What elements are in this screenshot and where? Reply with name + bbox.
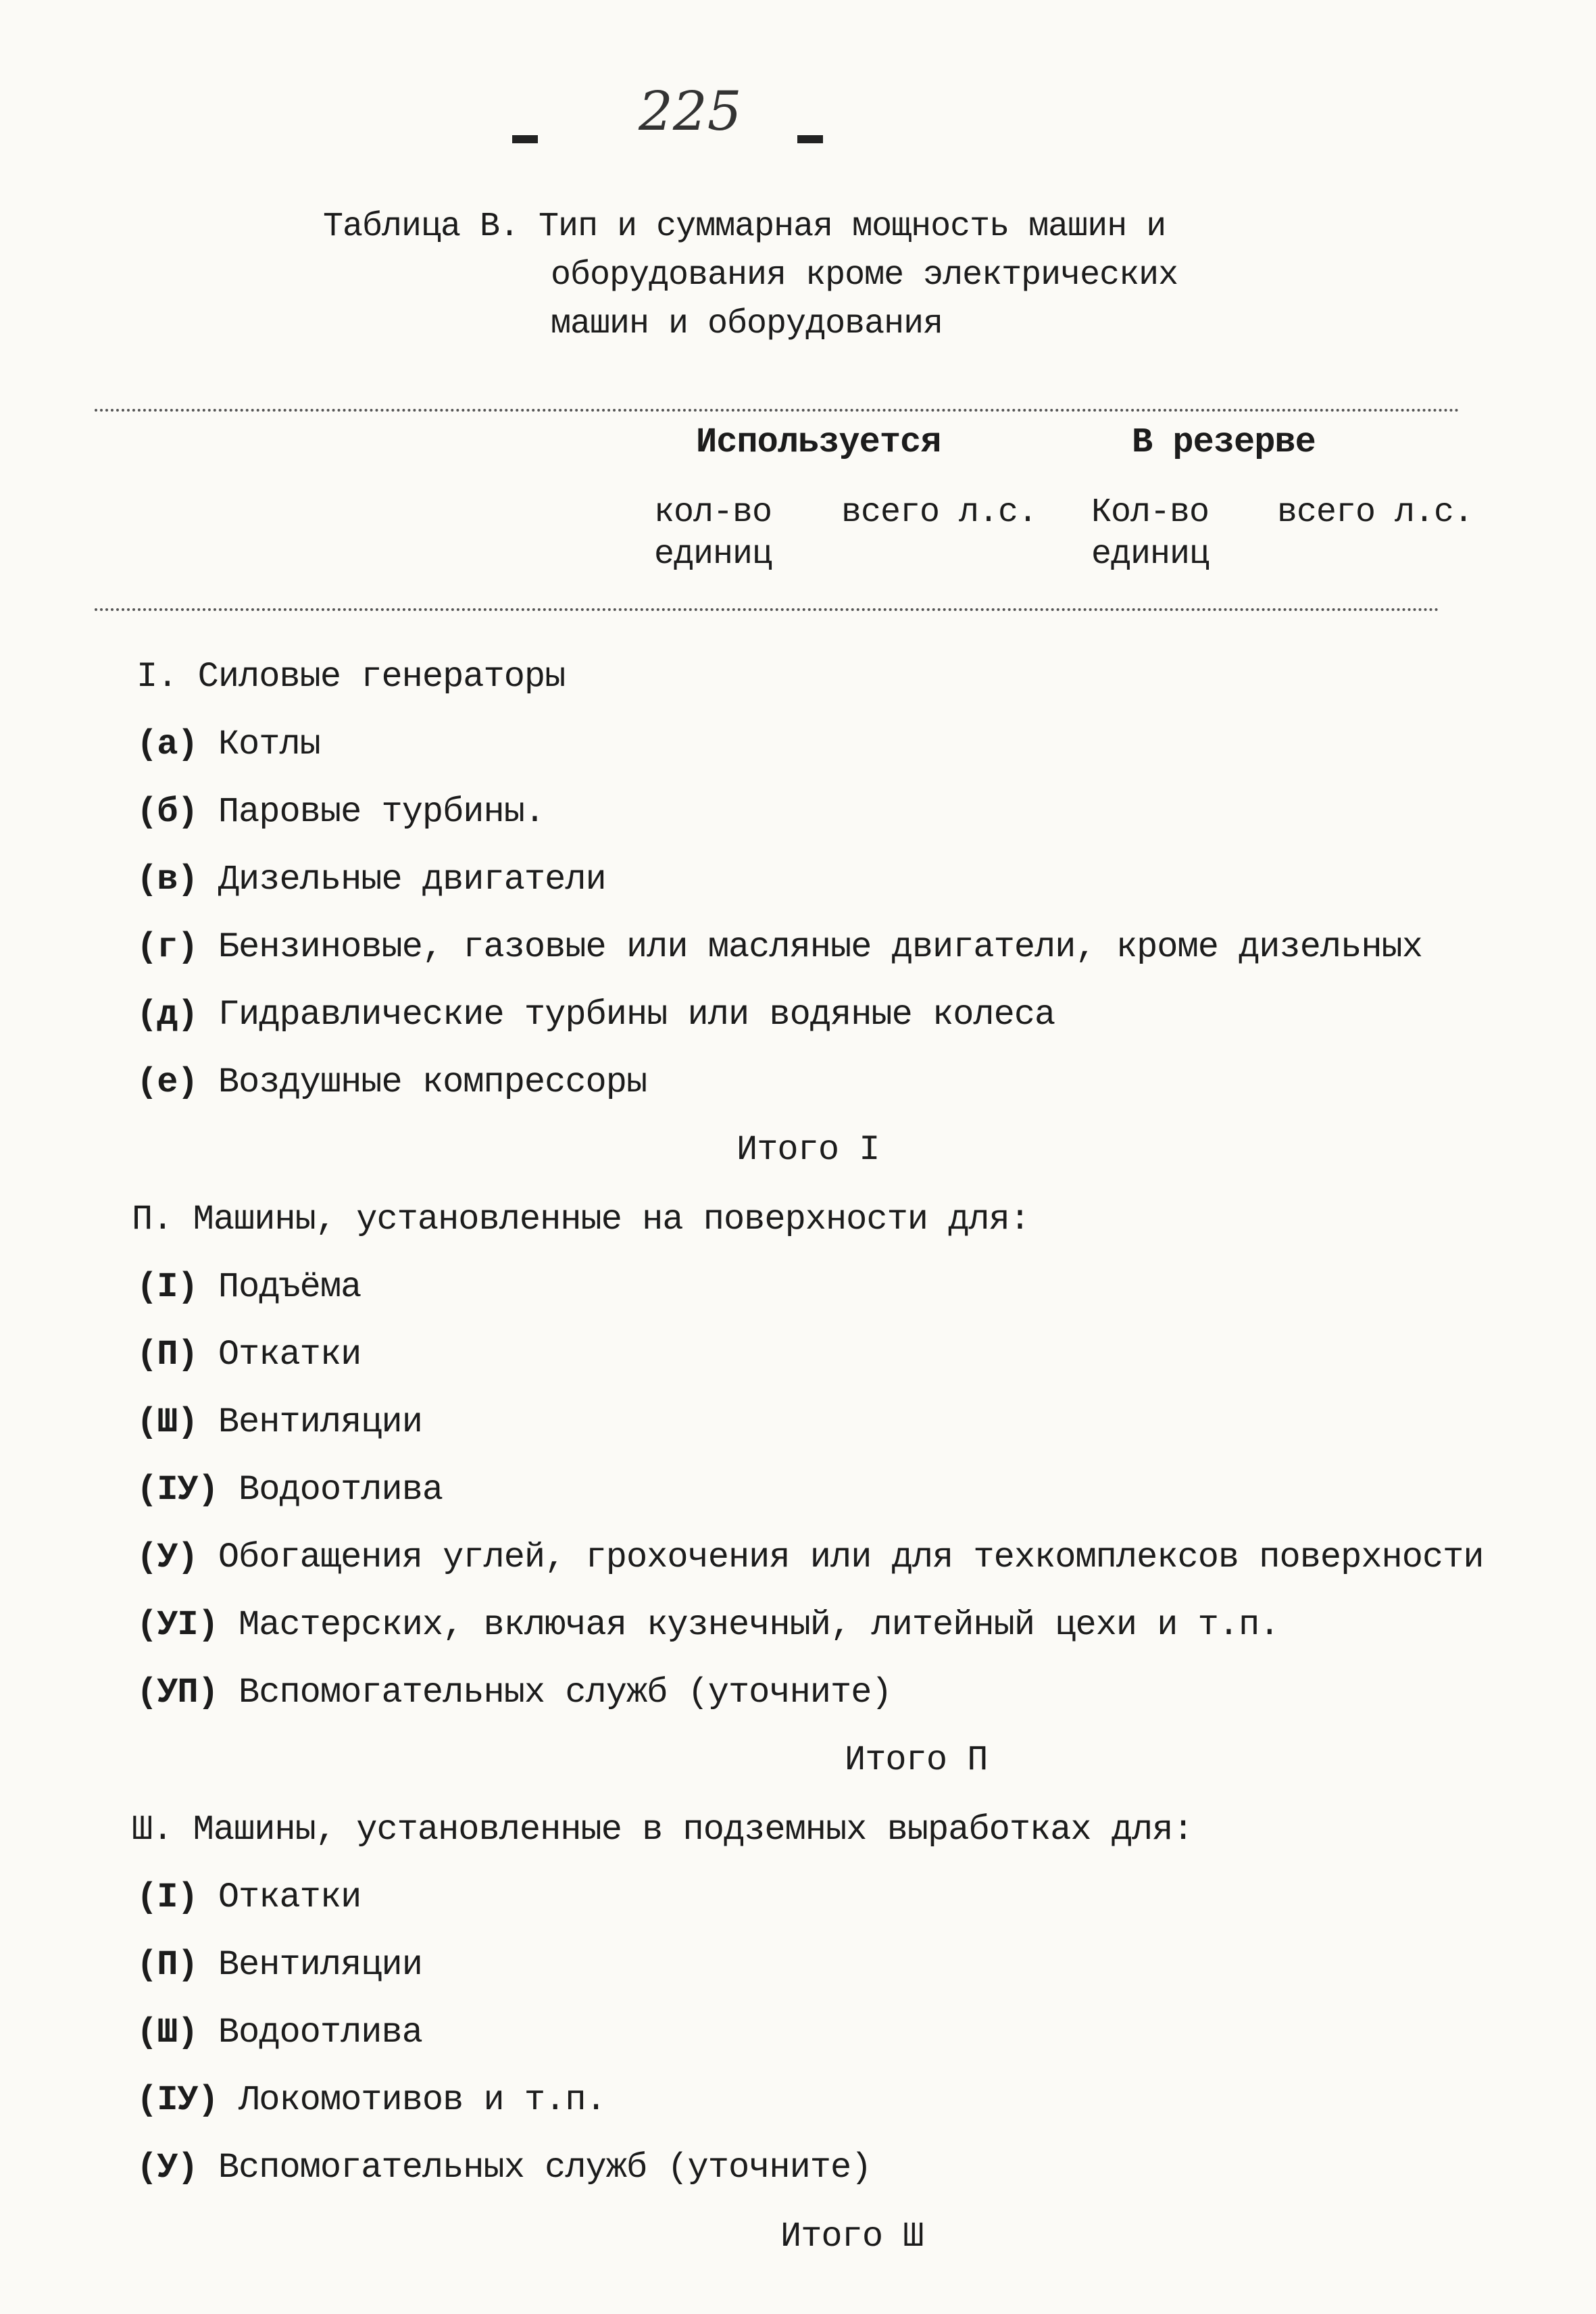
column-used-count-line-2: единиц [654,535,772,574]
header-rule-top [95,409,1460,412]
item-marker: (IУ) [136,2080,218,2120]
page-number: 225 [639,80,742,143]
column-group-used: Используется [696,422,941,462]
column-group-reserve: В резерве [1132,422,1316,462]
item-marker: (г) [136,927,198,967]
item-text: Дизельные двигатели [218,860,606,900]
item-marker: (в) [136,860,198,900]
page-number-dash-left [512,135,538,143]
item-text: Паровые турбины. [218,792,545,832]
item-marker: (У) [136,2148,198,2188]
item-marker: (д) [136,995,198,1035]
item-marker: (У) [136,1537,198,1577]
item-marker: (УI) [136,1605,218,1645]
section-1-heading: I. Силовые генераторы [136,657,566,697]
section-2-item-7 [136,1673,892,1713]
section-1-item-d [136,927,1422,967]
section-3-heading: Ш. Машины, установленные в подземных выработках для: [132,1810,1193,1850]
table-title-line-3: машин и оборудования [551,305,943,343]
item-text: Водоотлива [218,2013,422,2052]
item-text: Воздушные компрессоры [218,1062,647,1102]
item-marker: (Ш) [136,2013,198,2052]
item-text: Вспомогательных служб (уточните) [239,1673,892,1713]
section-1-item-f [136,1062,647,1102]
section-1-item-e [136,995,1055,1035]
section-3-item-3 [136,2013,422,2052]
item-marker: (б) [136,792,198,832]
item-text: Котлы [218,724,320,764]
table-title-line-1: Таблица В. Тип и суммарная мощность машин и [323,207,1166,246]
header-rule-bottom [95,608,1439,611]
item-text: Откатки [218,1877,361,1917]
column-reserve-count [1091,492,1209,576]
item-marker: (е) [136,1062,198,1102]
item-marker: (а) [136,724,198,764]
item-marker: (IУ) [136,1470,218,1510]
section-2-item-1 [136,1267,361,1307]
item-text: Бензиновые, газовые или масляные двигатели, кроме дизельных [218,927,1422,967]
page-number-dash-right [797,135,823,143]
column-reserve-count-line-1: Кол-во [1091,493,1210,532]
column-used-count-line-1: кол-во [654,493,772,532]
section-1-total: Итого I [737,1130,880,1170]
section-3-total: Итого Ш [780,2217,924,2257]
item-text: Откатки [218,1335,361,1375]
item-marker: (П) [136,1945,198,1985]
section-2-item-3 [136,1402,422,1442]
item-marker: (УП) [136,1673,218,1713]
item-text: Водоотлива [239,1470,443,1510]
item-text: Вентиляции [218,1402,422,1442]
section-2-item-4 [136,1470,443,1510]
section-3-item-5 [136,2148,871,2188]
section-2-item-6 [136,1605,1280,1645]
item-marker: (I) [136,1877,198,1917]
section-3-item-2 [136,1945,422,1985]
item-marker: (I) [136,1267,198,1307]
section-2-item-2 [136,1335,361,1375]
item-text: Вспомогательных служб (уточните) [218,2148,872,2188]
section-1-item-b [136,792,545,832]
item-text: Подъёма [218,1267,361,1307]
column-used-count [654,492,772,576]
section-3-item-1 [136,1877,361,1917]
section-1-item-a [136,724,320,764]
section-2-total: Итого П [845,1740,988,1780]
item-text: Обогащения углей, грохочения или для техкомплексов поверхности [218,1537,1484,1577]
table-title-line-2: оборудования кроме электрических [551,256,1178,295]
column-reserve-count-line-2: единиц [1091,535,1210,574]
column-used-hp: всего л.с. [841,493,1038,532]
column-reserve-hp: всего л.с. [1277,493,1474,532]
section-3-item-4 [136,2080,606,2120]
item-marker: (П) [136,1335,198,1375]
item-marker: (Ш) [136,1402,198,1442]
section-2-item-5 [136,1537,1484,1577]
section-1-item-c [136,860,606,900]
item-text: Вентиляции [218,1945,422,1985]
item-text: Мастерских, включая кузнечный, литейный цехи и т.п. [239,1605,1280,1645]
item-text: Гидравлические турбины или водяные колеса [218,995,1055,1035]
item-text: Локомотивов и т.п. [239,2080,606,2120]
section-2-heading: П. Машины, установленные на поверхности для: [132,1200,1030,1239]
